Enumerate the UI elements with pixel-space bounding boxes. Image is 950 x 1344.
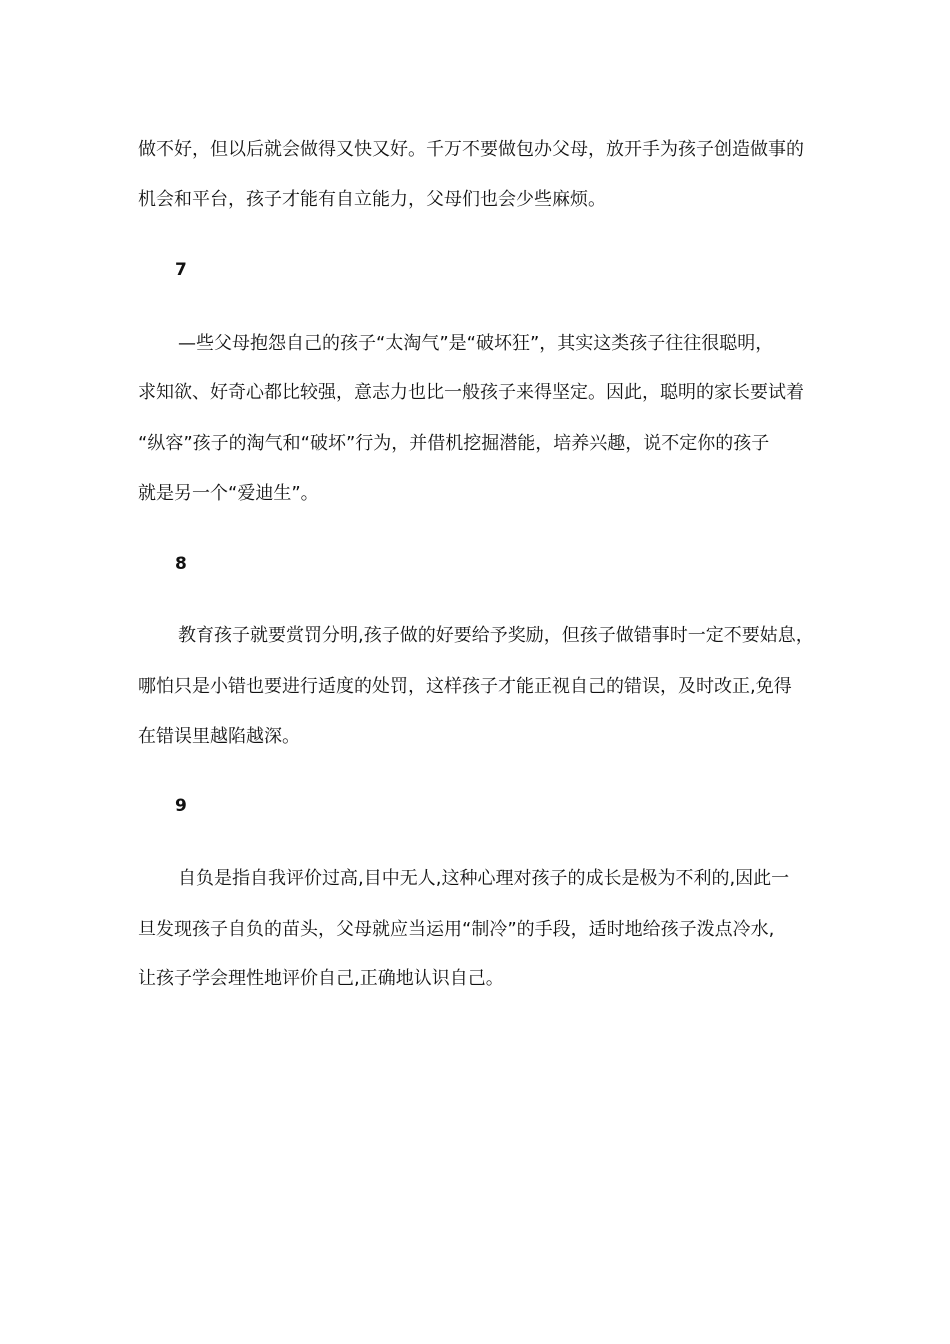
paragraph-line: 做不好，但以后就会做得又快又好。千万不要做包办父母，放开手为孩子创造做事的 bbox=[138, 139, 804, 160]
paragraph-line: —些父母抱怨自己的孩子“太淘气”是“破坏狂”，其实这类孩子往往很聪明， bbox=[178, 333, 774, 354]
paragraph-line: “纵容”孩子的淘气和“破坏”行为，并借机挖掘潜能，培养兴趣，说不定你的孩子 bbox=[138, 433, 770, 454]
paragraph-line: 自负是指自我评价过高,目中无人,这种心理对孩子的成长是极为不利的,因此一 bbox=[178, 868, 790, 889]
paragraph-line: 旦发现孩子自负的苗头，父母就应当运用“制冷”的手段，适时地给孩子泼点冷水, bbox=[138, 919, 775, 940]
paragraph-line: 求知欲、好奇心都比较强，意志力也比一般孩子来得坚定。因此，聪明的家长要试着 bbox=[138, 382, 804, 403]
paragraph-line: 教育孩子就要赏罚分明,孩子做的好要给予奖励，但孩子做错事时一定不要姑息， bbox=[178, 625, 814, 646]
section-number: 7 bbox=[175, 260, 187, 280]
paragraph-line: 机会和平台，孩子才能有自立能力，父母们也会少些麻烦。 bbox=[138, 189, 606, 210]
section-number: 9 bbox=[175, 796, 187, 816]
paragraph-line: 让孩子学会理性地评价自己,正确地认识自己。 bbox=[138, 968, 504, 989]
paragraph-line: 哪怕只是小错也要进行适度的处罚，这样孩子才能正视自己的错误，及时改正,免得 bbox=[138, 676, 792, 697]
paragraph-line: 在错误里越陷越深。 bbox=[138, 726, 300, 747]
paragraph-line: 就是另一个“爱迪生”。 bbox=[138, 483, 319, 504]
section-number: 8 bbox=[175, 554, 187, 574]
